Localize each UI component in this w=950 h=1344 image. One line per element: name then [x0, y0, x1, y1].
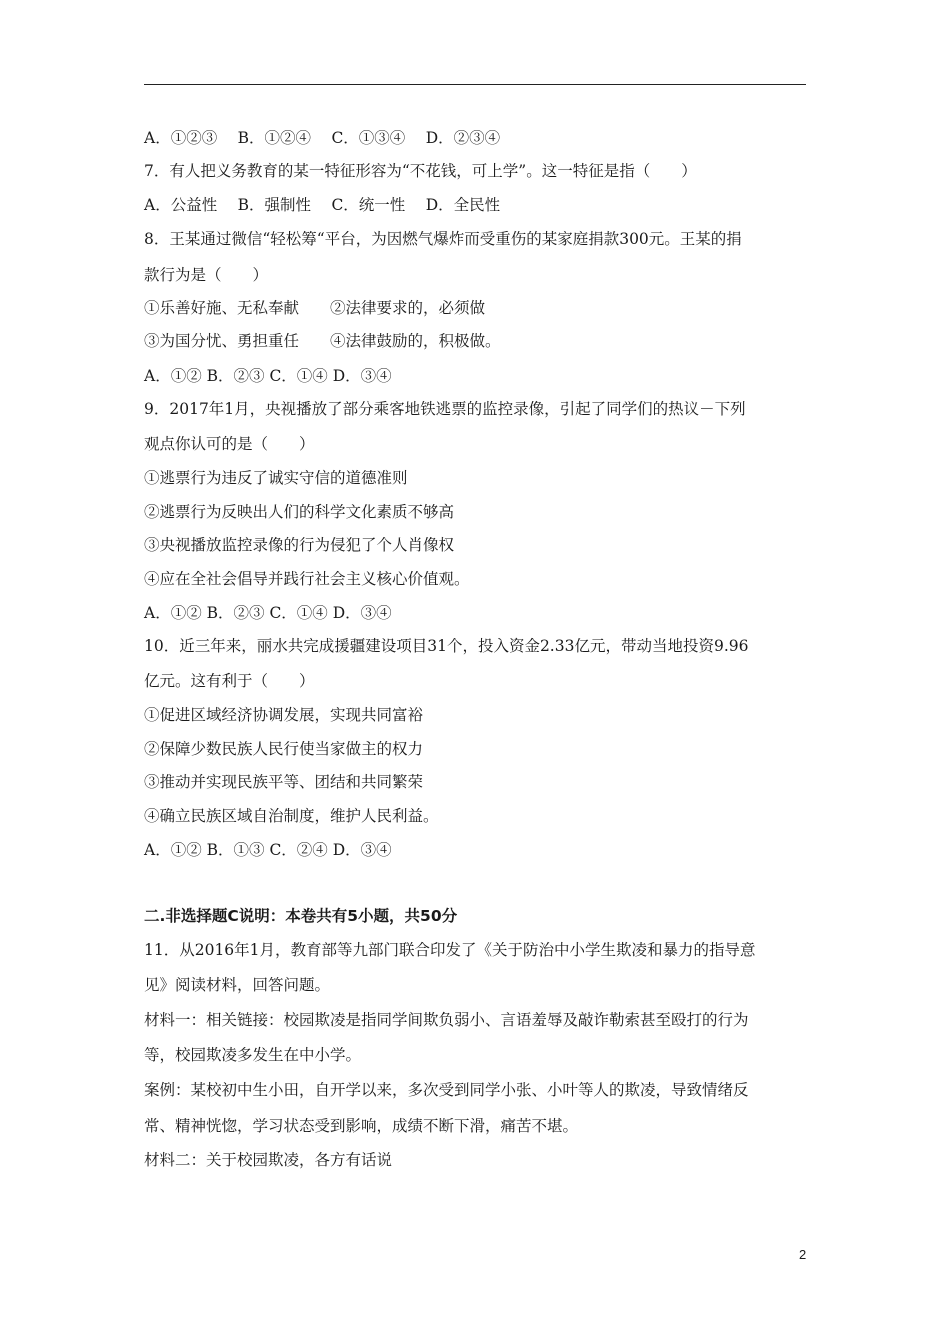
- q9-statement-4: ④应在全社会倡导并践行社会主义核心价值观。: [144, 570, 470, 588]
- q8-stem-line1: 8．王某通过微信“轻松筹“平台，为因燃气爆炸而受重伤的某家庭捐款300元。王某的捐: [144, 230, 742, 248]
- q10-stem-line2: 亿元。这有利于（ ）: [144, 672, 315, 690]
- q8-statement-1-2: ①乐善好施、无私奉献 ②法律要求的，必须做: [144, 299, 486, 317]
- q8-stem-line2: 款行为是（ ）: [144, 266, 269, 284]
- material-2-heading: 材料二：关于校园欺凌，各方有话说: [144, 1151, 393, 1169]
- header-rule: [144, 84, 806, 85]
- q9-stem-line2: 观点你认可的是（ ）: [144, 435, 315, 453]
- material-1-line2: 等，校园欺凌多发生在中小学。: [144, 1046, 362, 1064]
- q10-statement-4: ④确立民族区域自治制度，维护人民利益。: [144, 807, 439, 825]
- q9-statement-3: ③央视播放监控录像的行为侵犯了个人肖像权: [144, 536, 455, 554]
- q7-options: A．公益性 B．强制性 C．统一性 D．全民性: [144, 196, 501, 214]
- q9-stem-line1: 9．2017年1月，央视播放了部分乘客地铁逃票的监控录像，引起了同学们的热议－下列: [144, 400, 746, 418]
- case-line2: 常、精神恍惚，学习状态受到影响，成绩不断下滑，痛苦不堪。: [144, 1117, 579, 1135]
- q10-statement-1: ①促进区域经济协调发展，实现共同富裕: [144, 706, 424, 724]
- section-heading: 二.非选择题C说明：本卷共有5小题，共50分: [144, 907, 458, 925]
- q10-statement-3: ③推动并实现民族平等、团结和共同繁荣: [144, 773, 424, 791]
- q7-stem: 7．有人把义务教育的某一特征形容为“不花钱，可上学”。这一特征是指（ ）: [144, 162, 697, 180]
- q6-options: A．①②③ B．①②④ C．①③④ D．②③④: [144, 129, 501, 147]
- q11-stem-line2: 见》阅读材料，回答问题。: [144, 976, 331, 994]
- q8-statement-3-4: ③为国分忧、勇担重任 ④法律鼓励的，积极做。: [144, 332, 501, 350]
- q10-options: A．①② B．①③ C．②④ D．③④: [144, 841, 392, 859]
- q11-stem-line1: 11．从2016年1月，教育部等九部门联合印发了《关于防治中小学生欺凌和暴力的指导意: [144, 941, 756, 959]
- q9-statement-2: ②逃票行为反映出人们的科学文化素质不够高: [144, 503, 455, 521]
- q10-stem-line1: 10．近三年来，丽水共完成援疆建设项目31个，投入资金2.33亿元，带动当地投资9.96: [144, 637, 749, 655]
- q9-options: A．①② B．②③ C．①④ D．③④: [144, 604, 392, 622]
- case-line1: 案例：某校初中生小田，自开学以来，多次受到同学小张、小叶等人的欺凌，导致情绪反: [144, 1081, 749, 1099]
- q10-statement-2: ②保障少数民族人民行使当家做主的权力: [144, 740, 424, 758]
- q9-statement-1: ①逃票行为违反了诚实守信的道德准则: [144, 469, 408, 487]
- material-1-line1: 材料一：相关链接：校园欺凌是指同学间欺负弱小、言语羞辱及敲诈勒索甚至殴打的行为: [144, 1011, 749, 1029]
- page-number: 2: [799, 1247, 807, 1262]
- q8-options: A．①② B．②③ C．①④ D．③④: [144, 367, 392, 385]
